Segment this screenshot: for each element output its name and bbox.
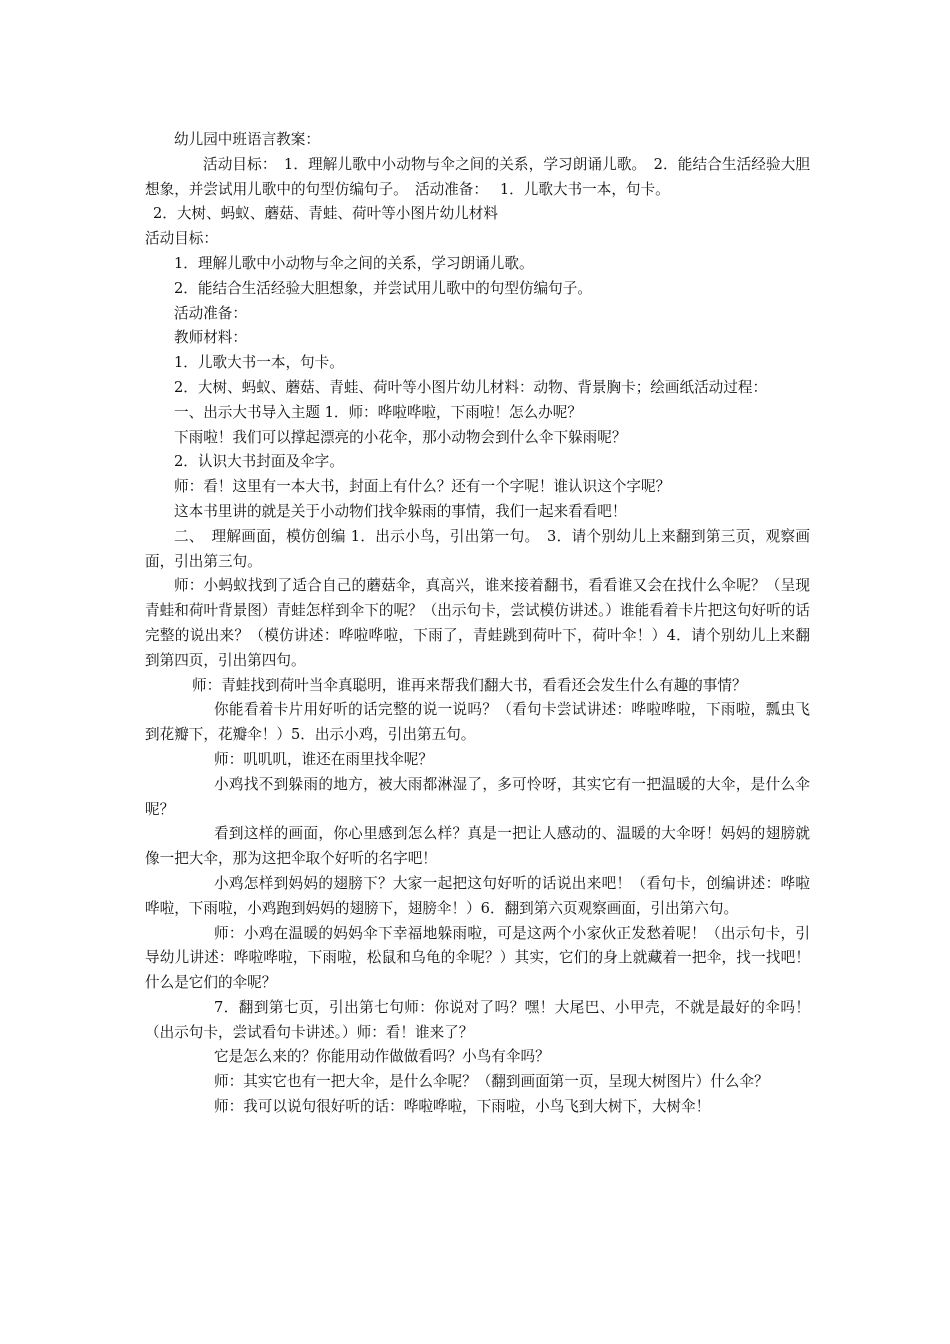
paragraph: 教师材料： [174, 329, 247, 347]
paragraph: 活动目标： [145, 230, 218, 248]
paragraph: 师：我可以说句很好听的话：哗啦哗啦，下雨啦，小鸟飞到大树下，大树伞！ [214, 1098, 711, 1116]
paragraph: 你能看着卡片用好听的话完整的说一说吗？（看句卡尝试讲述：哗啦哗啦，下雨啦，瓢虫飞到花瓣下，花瓣伞！）5．出示小鸡，引出第五句。 [145, 701, 810, 744]
paragraph: 2．能结合生活经验大胆想象，并尝试用儿歌中的句型仿编句子。 [174, 279, 592, 297]
paragraph: 看到这样的画面，你心里感到怎么样？真是一把让人感动的、温暖的大伞呀！妈妈的翅膀就像一把大伞，那为这把伞取个好听的名字吧！ [145, 825, 810, 868]
paragraph: 下雨啦！我们可以撑起漂亮的小花伞，那小动物会到什么伞下躲雨呢？ [174, 428, 627, 446]
paragraph: 二、 理解画面，模仿创编 1．出示小鸟，引出第一句。 3．请个别幼儿上来翻到第三页，观察画面，引出第三句。 [145, 527, 810, 570]
paragraph: 师：叽叽叽，谁还在雨里找伞呢？ [214, 750, 433, 768]
paragraph: 这本书里讲的就是关于小动物们找伞躲雨的事情，我们一起来看看吧！ [174, 502, 627, 520]
paragraph: 2．大树、蚂蚁、蘑菇、青蛙、荷叶等小图片幼儿材料 [153, 205, 498, 223]
paragraph: 师：小鸡在温暖的妈妈伞下幸福地躲雨啦，可是这两个小家伙正发愁着呢！（出示句卡，引导幼儿讲述：哗啦哗啦，下雨啦，松鼠和乌龟的伞呢？）其实，它们的身上就藏着一把伞，找一找吧！什么是它们的伞呢？ [145, 924, 810, 992]
paragraph: 它是怎么来的？你能用动作做做看吗？小鸟有伞吗？ [214, 1048, 550, 1066]
paragraph: 1．儿歌大书一本，句卡。 [174, 354, 344, 372]
paragraph: 活动目标： 1．理解儿歌中小动物与伞之间的关系，学习朗诵儿歌。 2．能结合生活经验大胆想象，并尝试用儿歌中的句型仿编句子。 活动准备： 1．儿歌大书一本，句卡。 [145, 155, 810, 198]
paragraph: 2．大树、蚂蚁、蘑菇、青蛙、荷叶等小图片幼儿材料：动物、背景胸卡；绘画纸活动过程： [174, 378, 768, 396]
paragraph: 1．理解儿歌中小动物与伞之间的关系，学习朗诵儿歌。 [174, 254, 534, 272]
paragraph: 7．翻到第七页，引出第七句师：你说对了吗？嘿！大尾巴、小甲壳，不就是最好的伞吗！（出示句卡，尝试看句卡讲述。）师：看！谁来了？ [145, 998, 810, 1041]
paragraph: 师：看！这里有一本大书，封面上有什么？还有一个字呢！谁认识这个字呢？ [174, 478, 671, 496]
paragraph: 师：其实它也有一把大伞，是什么伞呢？（翻到画面第一页，呈现大树图片）什么伞？ [214, 1073, 769, 1091]
document-body [145, 128, 810, 1120]
paragraph: 师：小蚂蚁找到了适合自己的蘑菇伞，真高兴，谁来接着翻书，看看谁又会在找什么伞呢？（呈现青蛙和荷叶背景图）青蛙怎样到伞下的呢？（出示句卡，尝试模仿讲述。）谁能看着卡片把这句好听的话完整的说出来？（模仿讲述：哗啦哗啦，下雨了，青蛙跳到荷叶下，荷叶伞！）4．请个别幼儿上来翻到第四页，引出第四句。 [145, 577, 810, 669]
paragraph: 小鸡怎样到妈妈的翅膀下？大家一起把这句好听的话说出来吧！（看句卡，创编讲述：哗啦哗啦，下雨啦，小鸡跑到妈妈的翅膀下，翅膀伞！）6．翻到第六页观察画面，引出第六句。 [145, 874, 810, 917]
paragraph: 师：青蛙找到荷叶当伞真聪明，谁再来帮我们翻大书，看看还会发生什么有趣的事情？ [192, 676, 747, 694]
paragraph: 一、出示大书导入主题 1．师：哗啦哗啦，下雨啦！怎么办呢？ [174, 403, 582, 421]
paragraph: 2．认识大书封面及伞字。 [174, 453, 344, 471]
document-title: 幼儿园中班语言教案： [174, 131, 320, 148]
paragraph: 小鸡找不到躲雨的地方，被大雨都淋湿了，多可怜呀，其实它有一把温暖的大伞，是什么伞呢？ [145, 775, 810, 818]
paragraph: 活动准备： [174, 304, 247, 322]
